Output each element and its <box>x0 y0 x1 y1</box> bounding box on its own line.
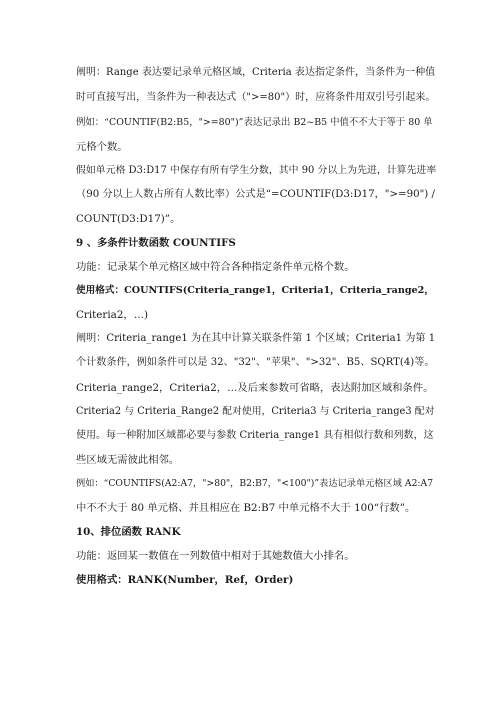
paragraph-line: 时可直接写出，当条件为一种表达式（">=80"）时，应将条件用双引号引起来。 <box>76 92 436 103</box>
paragraph-line: Criteria2，…) <box>76 309 149 321</box>
paragraph-line: 假如单元格 D3:D17 中保存有所有学生分数，其中 90 分以上为先进，计算先进率 <box>76 165 437 176</box>
paragraph-line: 例如：“COUNTIFS(A2:A7，">80"，B2:B7，"<100")”表达记录单元格区域 A2:A7 <box>76 478 434 489</box>
section-heading: 10、排位函数 RANK <box>76 526 181 538</box>
usage-format-line: 使用格式：COUNTIFS(Criteria_range1，Criteria1，Criteria_range2， <box>76 285 434 296</box>
paragraph-line: 阐明：Criteria_range1 为在其中计算关联条件第 1 个区域；Criteria1 为第 1 <box>76 333 436 344</box>
paragraph-line: 个计数条件，例如条件可以是 32、"32"、"苹果"、">32"、B5、SQRT(4)等。 <box>76 357 435 368</box>
paragraph-line: COUNT(D3:D17)”。 <box>76 213 181 225</box>
paragraph-line: Criteria_range2，Criteria2，…及后来参数可省略，表达附加区域和条件。 <box>76 382 434 394</box>
section-heading: 9 、多条件计数函数 COUNTIFS <box>76 237 236 249</box>
paragraph-line: 功能：记录某个单元格区域中符合各种指定条件单元格个数。 <box>76 261 355 273</box>
paragraph-line: 例如：“COUNTIF(B2:B5，">=80")”表达记录出 B2~B5 中值不不大于等于 80 单 <box>76 117 433 128</box>
paragraph-line: （90 分以上人数占所有人数比率）公式是“=COUNTIF(D3:D17，">=90") / <box>76 189 436 200</box>
usage-format-line: 使用格式：RANK(Number，Ref，Order) <box>76 574 294 586</box>
paragraph-line: 元格个数。 <box>76 141 128 153</box>
paragraph-line: 阐明：Range 表达要记录单元格区域，Criteria 表达指定条件，当条件为一种值 <box>76 67 436 78</box>
paragraph-line: 些区域无需彼此相邻。 <box>76 454 180 466</box>
paragraph-line: 功能：返回某一数值在一列数值中相对于其她数值大小排名。 <box>76 550 355 562</box>
paragraph-line: Criteria2 与 Criteria_Range2 配对使用，Criteria3 与 Criteria_range3 配对 <box>76 406 435 417</box>
paragraph-line: 中不不大于 80 单元格、并且相应在 B2:B7 中单元格不大于 100“行数”。 <box>76 502 416 514</box>
paragraph-line: 使用。每一种附加区域都必要与参数 Criteria_range1 具有相似行数和列数，这 <box>76 430 434 441</box>
